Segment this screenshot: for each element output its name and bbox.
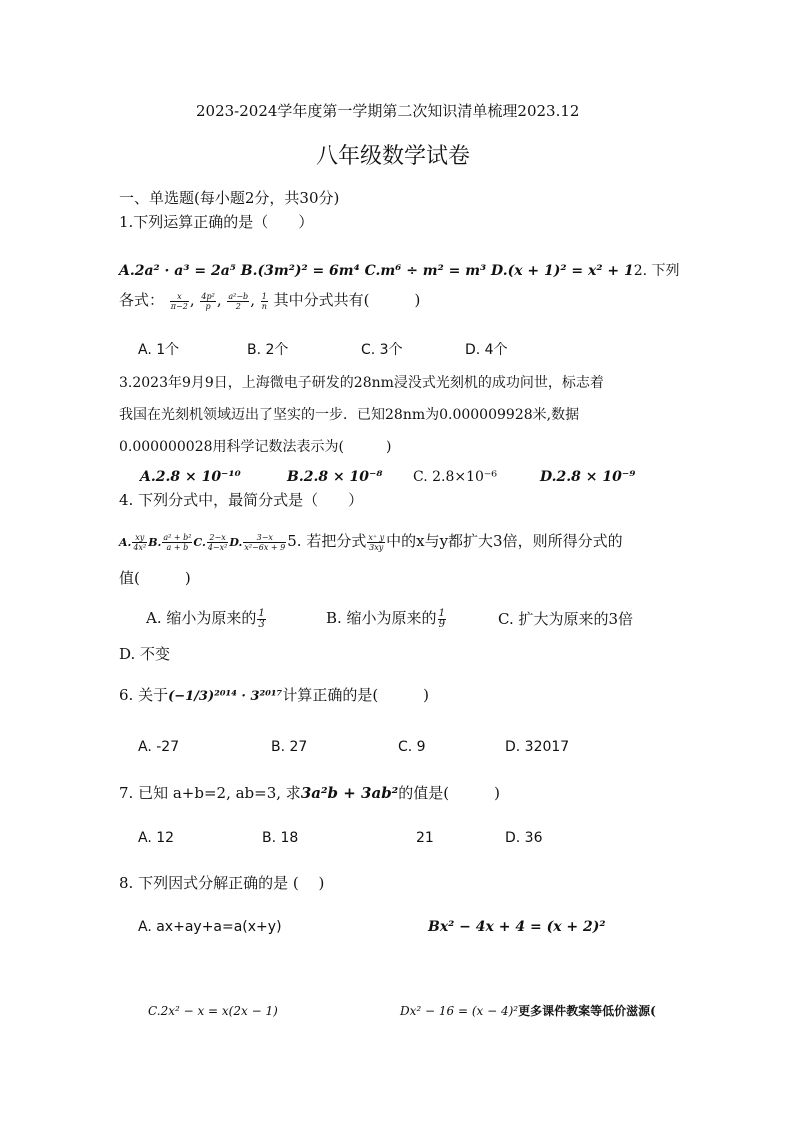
question-4-stem: 4. 下列分式中，最简分式是（ ）	[119, 491, 364, 509]
question-1-option-line: A.2a² · a³ = 2a⁵ B.(3m²)² = 6m⁴ C.m⁶ ÷ m² = m³ D.(x + 1)² = x² + 1	[119, 263, 634, 279]
question-2-suffix: 其中分式共有( )	[273, 291, 421, 309]
fraction-4p2-over-p: $\frac{\text{4p²}}{p}$	[201, 291, 215, 311]
question-2-option-b: B. 2个	[247, 342, 289, 358]
question-3-option-a: A.2.8 × 10⁻¹⁰	[140, 469, 241, 485]
question-7-option-d: D. 36	[505, 830, 543, 846]
question-4-option-b: $\frac{\text{a² + b²}}{a + b}$	[163, 532, 192, 552]
question-3-option-c: C. 2.8×10⁻⁶	[413, 469, 497, 485]
question-7-expression: 3a²b + 3ab²	[300, 784, 399, 802]
fraction-one-third: $\frac{1}{3}$	[258, 607, 265, 630]
question-8-option-c: C.2x² − x = x(2x − 1)	[148, 1004, 278, 1018]
question-6-option-a: A. -27	[138, 739, 180, 755]
question-3-option-d: D.2.8 × 10⁻⁹	[540, 469, 636, 485]
exam-title: 八年级数学试卷	[316, 144, 471, 169]
question-4-and-5-line	[119, 531, 623, 553]
question-6-expression: (−1/3)²⁰¹⁴ · 3²⁰¹⁷	[168, 689, 283, 704]
question-6-option-c: C. 9	[398, 739, 426, 755]
question-5-fraction: $\frac{x^+ y}{3xy}$	[368, 532, 385, 552]
question-8-option-b: Bx² − 4x + 4 = (x + 2)²	[428, 919, 606, 935]
question-7-option-a: A. 12	[138, 830, 175, 846]
question-5-option-d: D. 不变	[119, 645, 171, 663]
question-2-prefix: 各式：	[119, 291, 165, 309]
question-4-label-b: B.	[148, 536, 162, 549]
question-4-option-d: $\frac{3-x}{\text{x²−6x + 9}}$	[244, 532, 286, 552]
question-4-label-d: D.	[229, 536, 243, 549]
question-8-option-d: Dx² − 16 = (x − 4)²	[400, 1004, 519, 1018]
question-7-option-b: B. 18	[262, 830, 299, 846]
question-5-line-2: 值( )	[119, 569, 191, 587]
question-3-option-b: B.2.8 × 10⁻⁸	[287, 469, 383, 485]
question-4-option-c: $\frac{2-x}{\text{4−x²}}$	[207, 532, 228, 552]
question-4-label-a: A.	[119, 536, 132, 549]
question-6-option-b: B. 27	[271, 739, 308, 755]
question-4-option-a: $\frac{xy}{\text{4x²}}$	[133, 532, 147, 552]
question-7-option-c: 21	[416, 830, 434, 846]
question-5-option-b: B. 缩小为原来的 $\frac{1}{9}$	[326, 607, 445, 630]
question-6-stem: 6. 关于(−1/3)²⁰¹⁴ · 3²⁰¹⁷计算正确的是( )	[119, 686, 430, 704]
fraction-1-over-n: $\frac{1}{n}$	[261, 291, 267, 311]
question-8-option-a: A. ax+ay+a=a(x+y)	[138, 919, 282, 935]
question-2-number: 2. 下列	[633, 263, 680, 279]
question-2-option-d: D. 4个	[465, 342, 508, 358]
question-8-stem: 8. 下列因式分解正确的是 ( )	[119, 874, 325, 892]
question-5-option-a: A. 缩小为原来的 $\frac{1}{3}$	[146, 607, 265, 630]
question-3-line-3: 0.000000028用科学记数法表示为( )	[119, 439, 392, 455]
question-2-option-a: A. 1个	[138, 342, 180, 358]
question-7-stem: 7. 已知 a+b=2, ab=3, 求3a²b + 3ab²的值是( )	[119, 784, 500, 802]
fraction-a2b-over-2: $\frac{\text{a²−b}}{2}$	[228, 291, 249, 311]
question-1-stem: 1.下列运算正确的是（ ）	[119, 213, 314, 231]
question-5-suffix: 中的x与y都扩大3倍，则所得分式的	[386, 532, 623, 550]
question-1-options	[119, 261, 680, 281]
fraction-one-ninth: $\frac{1}{9}$	[438, 607, 445, 630]
watermark-text: 更多课件教案等低价滋源(	[518, 1004, 656, 1018]
question-6-option-d: D. 32017	[505, 739, 570, 755]
document-header: 2023-2024学年度第一学期第二次知识清单梳理2023.12	[196, 102, 580, 120]
section-heading: 一、单选题(每小题2分，共30分)	[119, 189, 340, 207]
question-5-option-c: C. 扩大为原来的3倍	[498, 610, 634, 628]
question-2-option-c: C. 3个	[361, 342, 403, 358]
question-4-label-c: C.	[193, 536, 206, 549]
question-5-prefix: 5. 若把分式	[287, 532, 367, 550]
fraction-x-over-pi: $\frac{x}{\pi-2}$	[170, 291, 188, 311]
question-8-option-d-line	[400, 1001, 656, 1021]
question-3-line-2: 我国在光刻机领域迈出了坚实的一步．已知28nm为0.000009928米,数据	[119, 407, 580, 423]
question-3-line-1: 3.2023年9月9日，上海微电子研发的28nm浸没式光刻机的成功问世，标志着	[119, 375, 604, 391]
question-2-stem: 各式： $\frac{x}{\pi-2}$ , $\frac{\text{4p²}}{p}$ , $\frac{\text{a²−b}}{2}$ , $\frac{1}{n}$ 其中分式共有( )	[119, 291, 421, 311]
